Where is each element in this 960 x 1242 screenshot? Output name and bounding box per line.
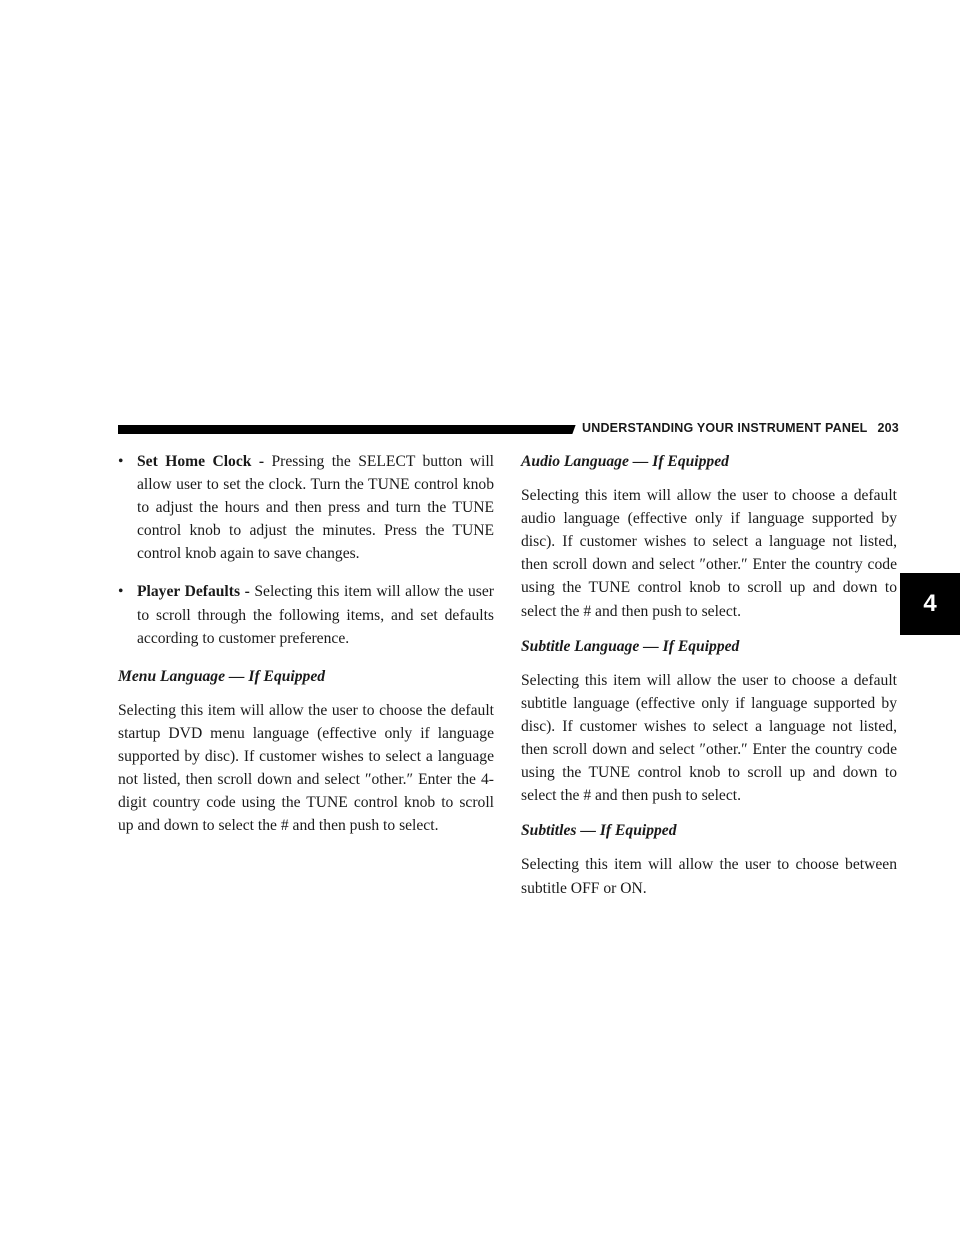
subtitle-language-text: Selecting this item will allow the user to choose a default subtitle language (effective only if language supported by disc). If customer wishes to select a language not listed, then scroll down and select ″other.″ Enter the country code using the TUNE control knob to scroll up and down to select the # and then push to select.	[521, 671, 897, 805]
menu-language-text: Selecting this item will allow the user to choose the default startup DVD menu language (effective only if language supported by disc). If customer wishes to select a language not listed, then scroll down and select ″other.″ Enter the 4-digit country code using the TUNE control knob to scroll up and down to select the # and then push to select.	[118, 701, 494, 835]
bullet-text: Pressing the SELECT button will allow user to set the clock. Turn the TUNE control knob to adjust the hours and then press and turn the TUNE control knob to adjust the minutes. Press the TUNE control knob again to save changes.	[137, 453, 495, 563]
subtitles-heading: Subtitles — If Equipped	[521, 822, 677, 840]
section-title: UNDERSTANDING YOUR INSTRUMENT PANEL	[582, 421, 868, 435]
audio-language-text: Selecting this item will allow the user to choose a default audio language (effective only if language supported by disc). If customer wishes to select a language not listed, then scroll down and select ″other.″ Enter the country code using the TUNE control knob to scroll up and down to select the # and then push to select.	[521, 487, 897, 620]
header-rule	[118, 425, 570, 434]
bullet-item-player-defaults	[118, 580, 494, 649]
bullet-item-set-home-clock	[118, 450, 494, 565]
page-number: 203	[877, 421, 899, 435]
bullet-text: Selecting this item will allow the user to scroll through the following items, and set defaults according to customer preference.	[137, 583, 494, 647]
bullet-marker: •	[118, 453, 124, 470]
chapter-tab: 4	[900, 573, 960, 635]
subtitles-text: Selecting this item will allow the user to choose between subtitle OFF or ON.	[521, 856, 897, 897]
bullet-term: Player Defaults -	[137, 583, 250, 601]
menu-language-heading: Menu Language — If Equipped	[118, 667, 326, 685]
bullet-term: Set Home Clock -	[137, 453, 265, 470]
bullet-marker: •	[118, 583, 124, 601]
right-column	[521, 450, 897, 912]
running-header	[582, 421, 899, 435]
audio-language-heading: Audio Language — If Equipped	[521, 453, 729, 470]
left-column	[118, 450, 494, 849]
subtitle-language-heading: Subtitle Language — If Equipped	[521, 637, 740, 655]
